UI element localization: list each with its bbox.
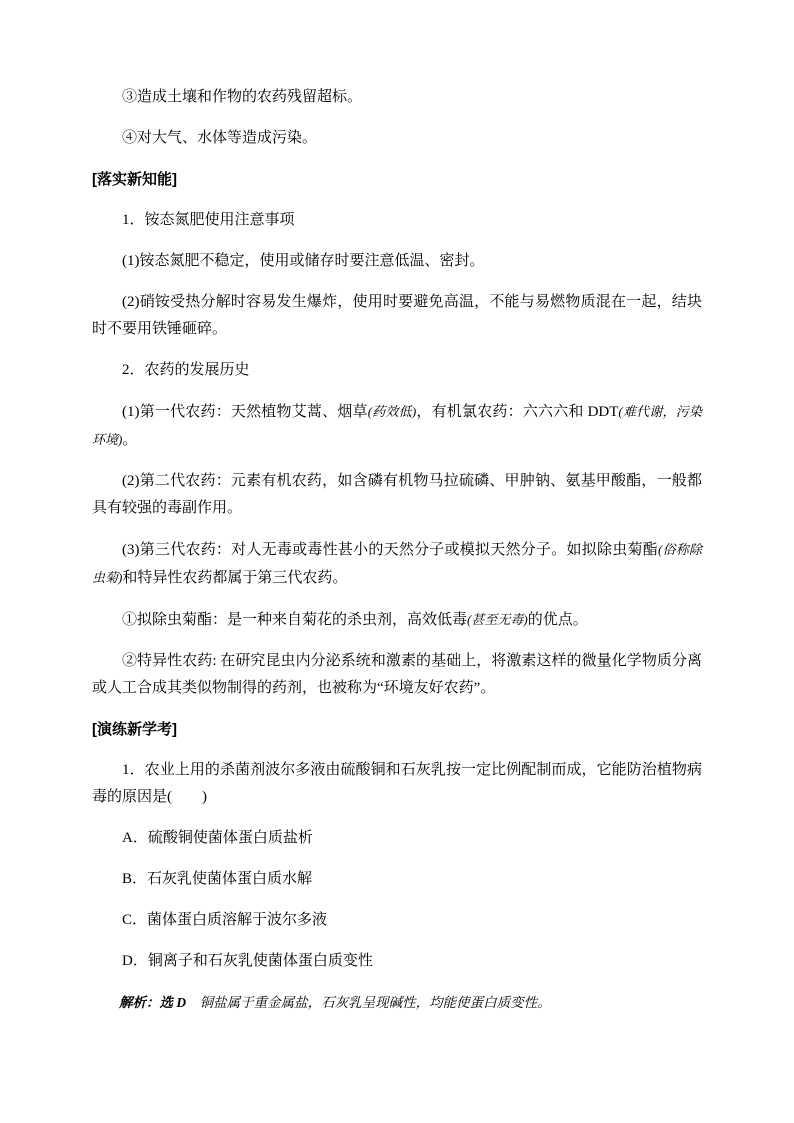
harm-point-3: ③造成土壤和作物的农药残留超标。	[122, 89, 363, 105]
item2-generation-3	[92, 536, 702, 592]
analysis-line	[92, 989, 702, 1016]
section-header-knowledge: [落实新知能]	[92, 171, 177, 188]
gen1-text-1: (1)第一代农药：天然植物艾蒿、烟草	[122, 404, 368, 420]
analysis-text: 铜盐属于重金属盐，石灰乳呈现碱性，均能使蛋白质变性。	[199, 995, 551, 1010]
option-c: C．菌体蛋白质溶解于波尔多液	[122, 912, 328, 928]
option-d: D．铜离子和石灰乳使菌体蛋白质变性	[122, 953, 373, 969]
option-b: B．石灰乳使菌体蛋白质水解	[122, 871, 313, 887]
item1-paragraph-1: (1)铵态氮肥不稳定，使用或储存时要注意低温、密封。	[122, 253, 485, 269]
gen1-text-3: 。	[122, 432, 138, 448]
gen1-text-2: ，有机氯农药：六六六和 DDT	[416, 404, 619, 420]
item2-sub-1	[92, 606, 702, 634]
harm-point-4: ④对大气、水体等造成污染。	[122, 130, 318, 146]
gen3-note: (俗称除虫菊)	[92, 542, 702, 585]
item2-sub-2: ②特异性农药: 在研究昆虫内分泌系统和激素的基础上，将激素这样的微量化学物质分离或人工合成其类似物制得的药剂，也被称为“环境友好农药”。	[92, 653, 702, 696]
item2-generation-1	[92, 398, 702, 454]
analysis-label: 解析：选 D	[119, 995, 187, 1010]
section-header-practice: [演练新学考]	[92, 721, 177, 738]
gen1-note-1: (药效低)	[367, 404, 417, 419]
sub1-text-2: 的优点。	[527, 612, 588, 628]
item2-title: 2．农药的发展历史	[122, 362, 250, 378]
gen3-text-2: 和特异性农药都属于第三代农药。	[122, 570, 348, 586]
item1-paragraph-2: (2)硝铵受热分解时容易发生爆炸，使用时要避免高温，不能与易燃物质混在一起，结块时不要用铁锤砸碎。	[92, 294, 702, 337]
sub1-note: (甚至无毒)	[467, 612, 528, 627]
question-stem: 1．农业上用的杀菌剂波尔多液由硫酸铜和石灰乳按一定比例配制而成，它能防治植物病毒的原因是( )	[92, 762, 702, 805]
gen3-text-1: (3)第三代农药：对人无毒或毒性甚小的天然分子或模拟天然分子。如拟除虫菊酯	[122, 542, 658, 558]
item1-title: 1．铵态氮肥使用注意事项	[122, 212, 295, 228]
gen1-note-2: (难代谢，污染环境)	[92, 404, 702, 447]
option-a: A．硫酸铜使菌体蛋白质盐析	[122, 830, 313, 846]
item2-generation-2: (2)第二代农药：元素有机农药，如含磷有机物马拉硫磷、甲肿钠、氨基甲酸酯，一般都具有较强的毒副作用。	[92, 473, 702, 516]
sub1-text-1: ①拟除虫菊酯：是一种来自菊花的杀虫剂，高效低毒	[122, 612, 468, 628]
